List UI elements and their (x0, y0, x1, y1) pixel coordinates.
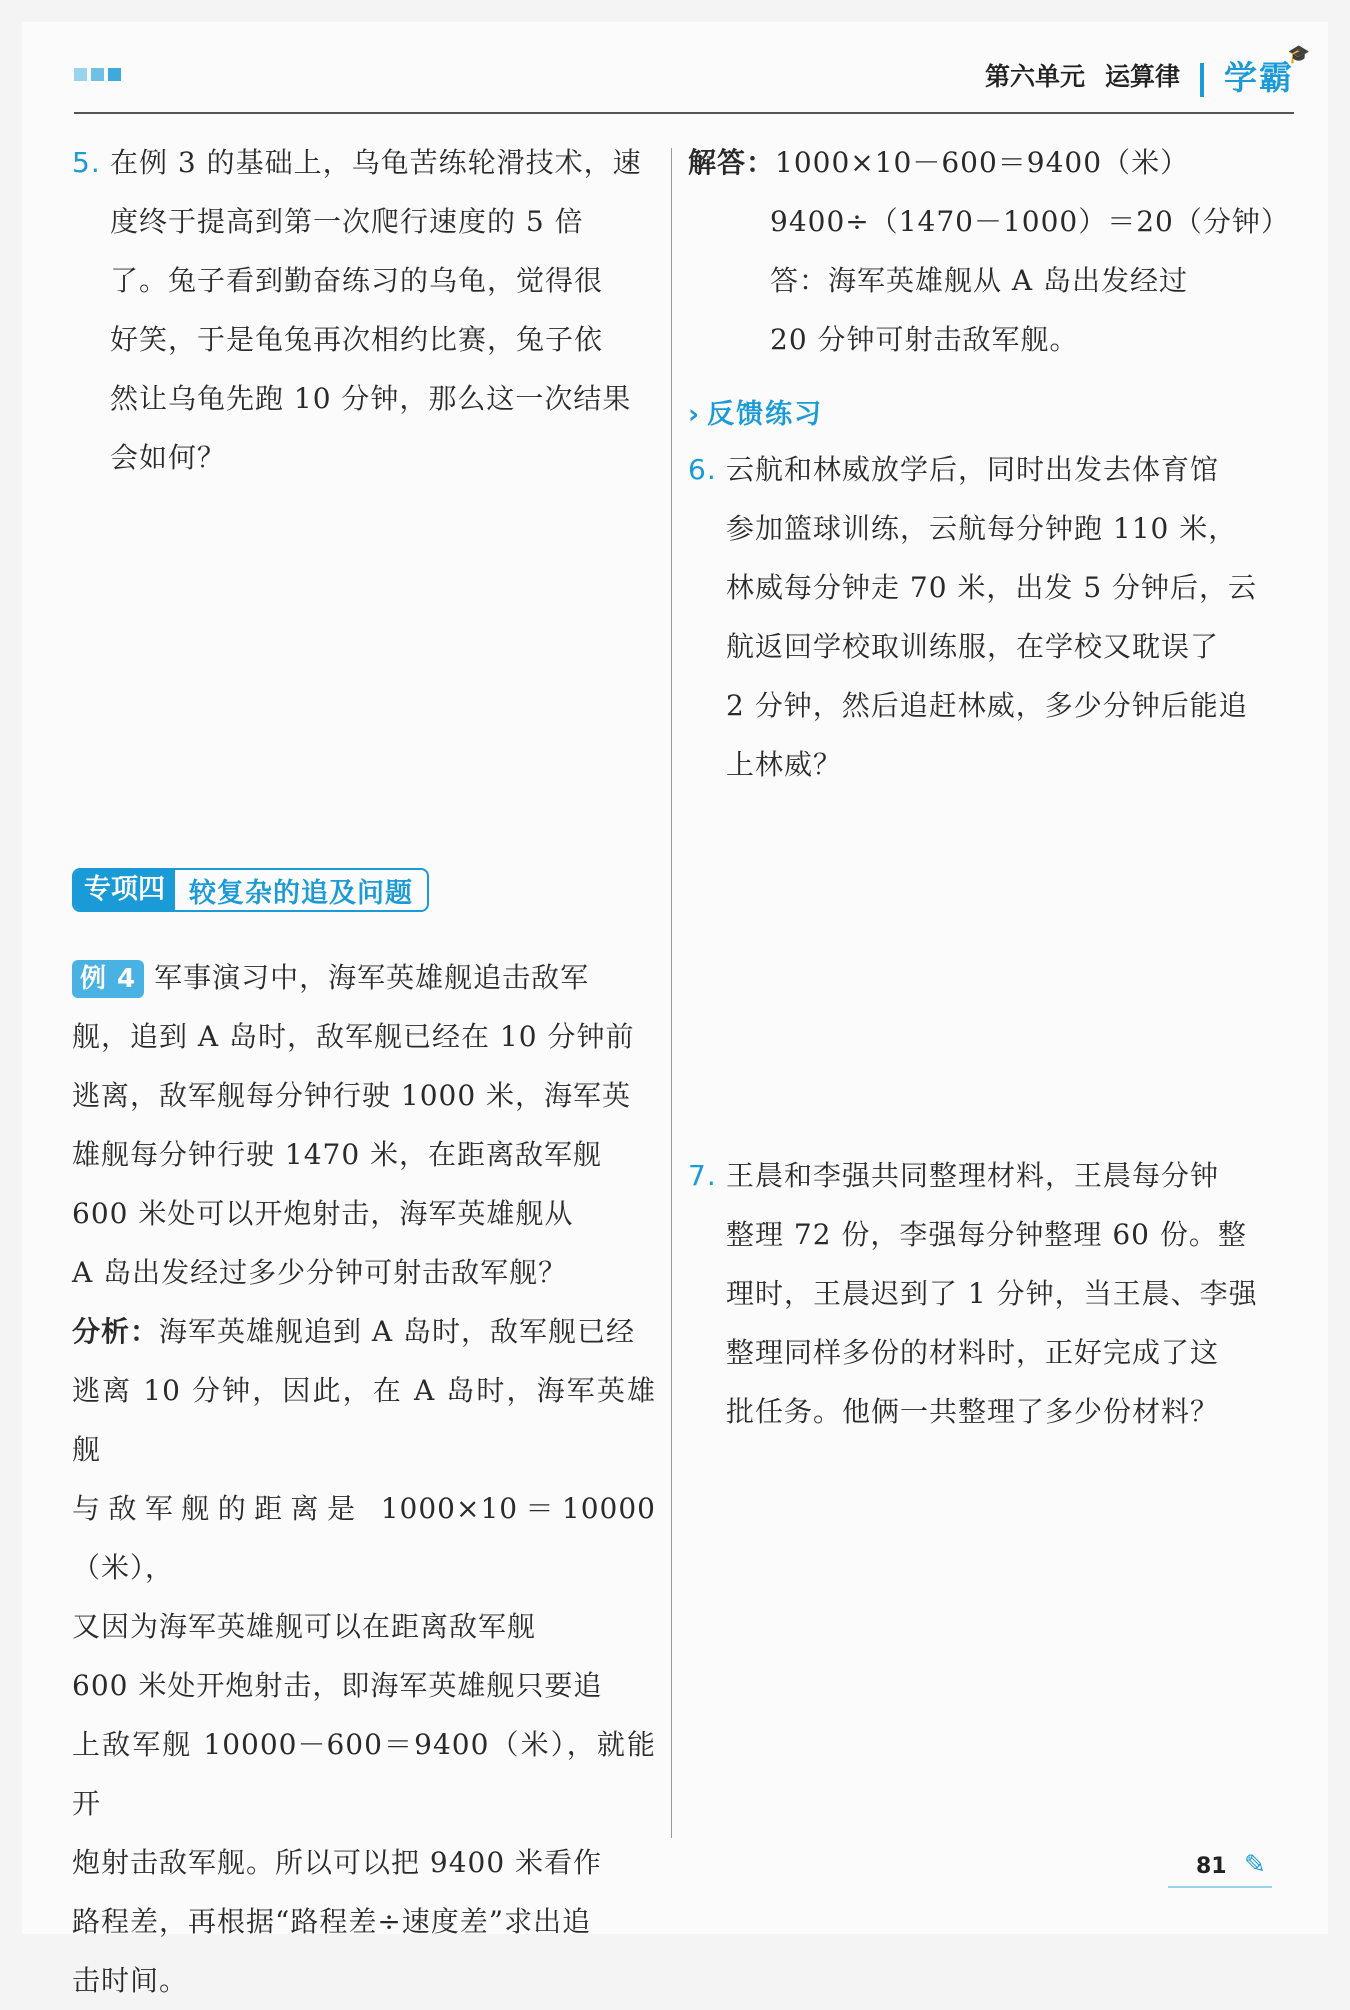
question-6-line: 林威每分钟走 70 米，出发 5 分钟后，云 (726, 571, 1258, 604)
solution-answer: 20 分钟可射击敌军舰。 (770, 323, 1079, 356)
question-5-line: 在例 3 的基础上，乌龟苦练轮滑技术，速 (110, 146, 642, 179)
header-rule (74, 112, 1294, 114)
analysis-line: 击时间。 (72, 1964, 189, 1997)
analysis-line: 逃离 10 分钟，因此，在 A 岛时，海军英雄舰 (72, 1374, 656, 1466)
analysis-line: 又因为海军英雄舰可以在距离敌军舰 (72, 1610, 537, 1643)
solution-label: 解答： (688, 146, 776, 179)
question-6-number: 6. (688, 453, 717, 486)
solution-answer: 答：海军英雄舰从 A 岛出发经过 (770, 264, 1189, 297)
question-5-line: 了。兔子看到勤奋练习的乌龟，觉得很 (110, 264, 604, 297)
section-name: 较复杂的追及问题 (189, 877, 413, 909)
column-divider (671, 148, 672, 1838)
solution-line: 9400÷（1470－1000）＝20（分钟） (770, 205, 1290, 238)
question-6-line: 云航和林威放学后，同时出发去体育馆 (726, 453, 1220, 486)
section-label: 专项四 (74, 870, 175, 910)
question-5-line: 然让乌龟先跑 10 分钟，那么这一次结果 (110, 382, 632, 415)
question-7-line: 王晨和李强共同整理材料，王晨每分钟 (726, 1159, 1220, 1192)
question-6 (688, 440, 1276, 794)
topic-label: 运算律 (1104, 62, 1180, 91)
example-line: 600 米处可以开炮射击，海军英雄舰从 (72, 1197, 574, 1230)
header (984, 44, 1312, 99)
solution-line: 1000×10－600＝9400（米） (775, 146, 1190, 179)
question-7-line: 整理同样多份的材料时，正好完成了这 (726, 1336, 1220, 1369)
page-number-underline (1168, 1886, 1272, 1888)
example-line: 雄舰每分钟行驶 1470 米，在距离敌军舰 (72, 1138, 603, 1171)
question-7-line: 整理 72 份，李强每分钟整理 60 份。整 (726, 1218, 1247, 1251)
analysis-line: 炮射击敌军舰。所以可以把 9400 米看作 (72, 1846, 603, 1879)
question-7-line: 批任务。他俩一共整理了多少份材料？ (726, 1395, 1220, 1428)
analysis-line: 海军英雄舰追到 A 岛时，敌军舰已经 (159, 1315, 636, 1348)
question-7 (688, 1146, 1276, 1441)
analysis-label: 分析： (72, 1315, 160, 1348)
unit-label: 第六单元 (984, 62, 1085, 91)
example-badge: 例 4 (72, 960, 144, 998)
question-6-line: 2 分钟，然后追赶林威，多少分钟后能追 (726, 689, 1248, 722)
example-line: 逃离，敌军舰每分钟行驶 1000 米，海军英 (72, 1079, 632, 1112)
header-decoration (74, 68, 121, 81)
example-line: 军事演习中，海军英雄舰追击敌军 (154, 961, 590, 994)
question-6-line: 航返回学校取训练服，在学校又耽误了 (726, 630, 1220, 663)
example-4 (72, 948, 656, 2010)
analysis-line: 与敌军舰的距离是 1000×10＝10000（米）， (72, 1492, 656, 1584)
question-6-line: 上林威？ (726, 748, 843, 781)
graduation-cap-icon: 🎓 (1287, 44, 1312, 65)
question-5-line: 好笑，于是龟兔再次相约比赛，兔子依 (110, 323, 604, 356)
feedback-title: › 反馈练习 (688, 399, 824, 430)
analysis-line: 路程差，再根据“路程差÷速度差”求出追 (72, 1905, 592, 1938)
pencil-icon: ✎ (1244, 1850, 1266, 1880)
question-5-line: 度终于提高到第一次爬行速度的 5 倍 (110, 205, 584, 238)
analysis-line: 上敌军舰 10000－600＝9400（米），就能开 (72, 1728, 656, 1820)
header-separator (1200, 63, 1204, 97)
brand-logo: 学霸 🎓 (1224, 44, 1312, 97)
page-number: 81 (1196, 1854, 1227, 1879)
question-5-line: 会如何？ (110, 441, 227, 474)
example-line: A 岛出发经过多少分钟可射击敌军舰？ (72, 1256, 568, 1289)
analysis-line: 600 米处开炮射击，即海军英雄舰只要追 (72, 1669, 603, 1702)
question-6-line: 参加篮球训练，云航每分钟跑 110 米， (726, 512, 1238, 545)
double-chevron-icon: › (688, 399, 702, 430)
section-title (72, 868, 429, 912)
question-7-number: 7. (688, 1159, 717, 1192)
solution (688, 133, 1290, 369)
question-5-number: 5. (72, 146, 101, 179)
question-5 (72, 133, 656, 487)
example-line: 舰，追到 A 岛时，敌军舰已经在 10 分钟前 (72, 1020, 635, 1053)
question-7-line: 理时，王晨迟到了 1 分钟，当王晨、李强 (726, 1277, 1258, 1310)
